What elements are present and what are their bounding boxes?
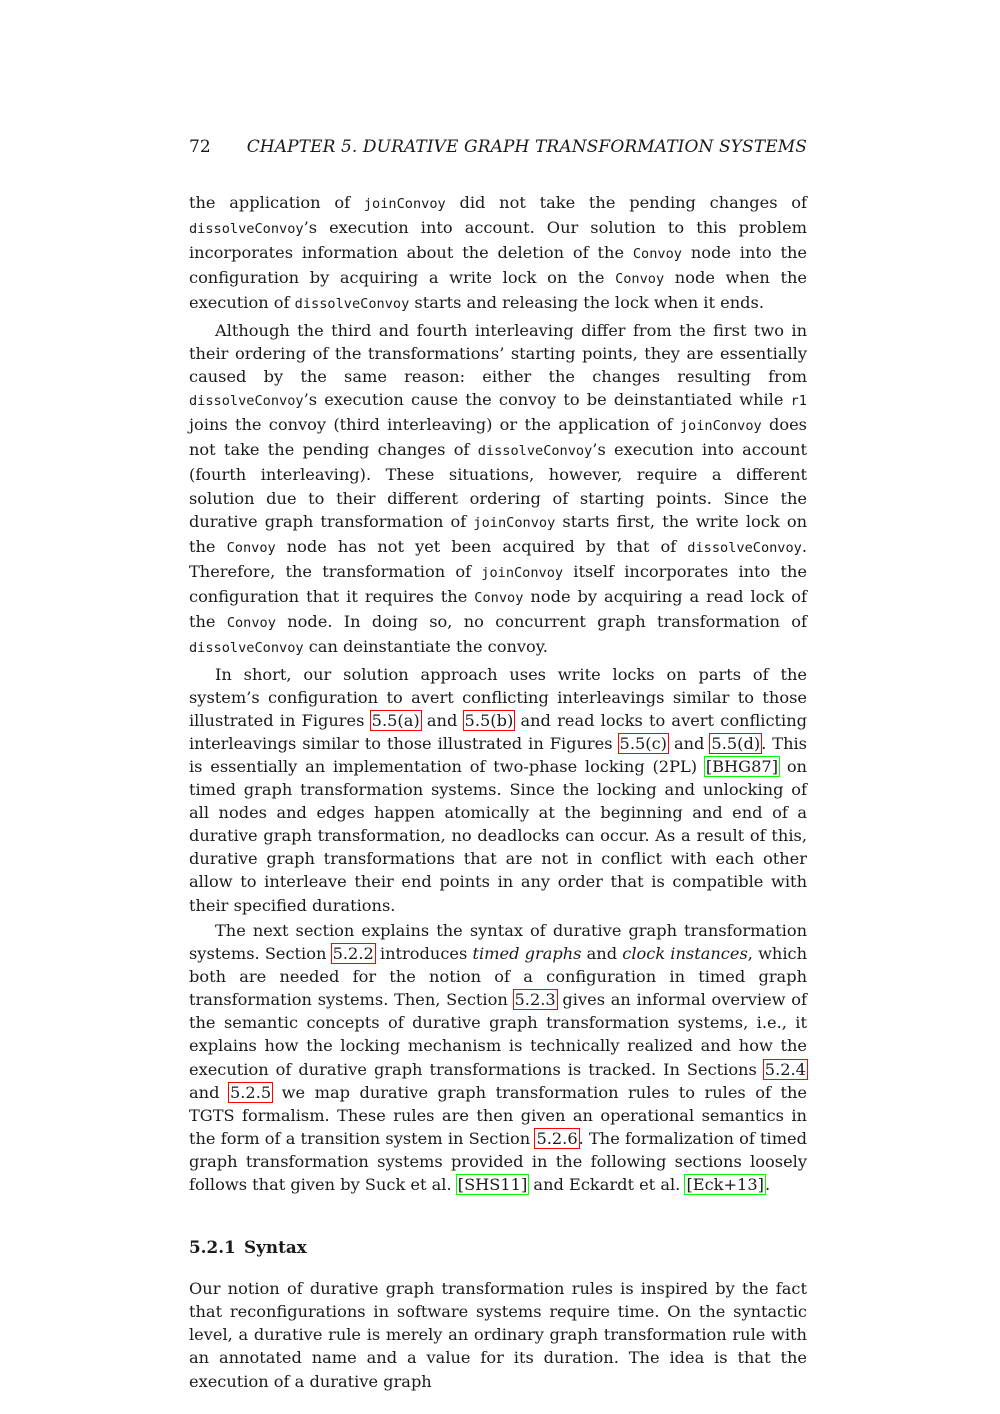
section-link-5-2-6[interactable]: 5.2.6 — [536, 1128, 578, 1148]
code-dissolveconvoy: dissolveConvoy — [294, 296, 410, 313]
subsection-heading — [189, 1236, 807, 1259]
code-r1: r1 — [790, 393, 807, 410]
code-convoy: Convoy — [615, 271, 665, 288]
code-convoy: Convoy — [474, 589, 524, 606]
code-joinconvoy: joinConvoy — [481, 564, 564, 581]
section-link-5-2-3[interactable]: 5.2.3 — [514, 990, 556, 1010]
citation-link-shs11[interactable]: [SHS11] — [457, 1175, 528, 1195]
figure-link-5-5c[interactable]: 5.5(c) — [619, 733, 667, 753]
citation-link-eck13[interactable]: [Eck+13] — [686, 1175, 764, 1195]
section-link-5-2-4[interactable]: 5.2.4 — [764, 1059, 806, 1079]
subsection-title: Syntax — [244, 1237, 307, 1258]
figure-link-5-5b[interactable]: 5.5(b) — [464, 710, 514, 730]
term-clock-instances: clock instances — [622, 944, 748, 964]
paragraph-4: The next section explains the syntax of durative graph transformation systems. Section 5.2.2 introduces timed graphs and clock instances, which both are needed for the notion of a configuration in timed graph transformation systems. Then, Section 5.2.3 gives an informal overview of the semantic concepts of durative graph transformation systems, i.e., it explains how the locking mechanism is technically realized and how the execution of durative graph transformations is tracked. In Sections 5.2.4 and 5.2.5 we map durative graph transformation rules to rules of the TGTS formalism. These rules are then given an operational semantics in the form of a transition system in Section 5.2.6. The formalization of timed graph transformation systems provided in the following sections loosely follows that given by Suck et al. [SHS11] and Eckardt et al. [Eck+13]. — [189, 920, 808, 1195]
page-number: 72 — [189, 137, 211, 157]
body-text — [189, 191, 807, 1395]
term-timed-graphs: timed graphs — [472, 944, 582, 964]
paragraph-3: In short, our solution approach uses write locks on parts of the system’s configuration to avert conflicting interleavings similar to those illustrated in Figures 5.5(a) and 5.5(b) and read locks to avert conflicting interleavings similar to those illustrated in Figures 5.5(c) and 5.5(d). This is essentially an implementation of two-phase locking (2PL) [BHG87] on timed graph transformation systems. Since the locking and unlocking of all nodes and edges happen atomically at the beginning and end of a durative graph transformation, no deadlocks can occur. As a result of this, durative graph transformations that are not in conflict with each other allow to interleave their end points in any order that is compatible with their specified durations. — [189, 664, 807, 915]
section-link-5-2-2[interactable]: 5.2.2 — [332, 944, 374, 964]
code-dissolveconvoy: dissolveConvoy — [477, 443, 593, 460]
paragraph-1: the application of joinConvoy did not take the pending changes of dissolveConvoy’s execution into account. Our solution to this problem incorporates information about the deletion of the Convoy node into the configuration by acquiring a write lock on the Convoy node when the execution of dissolveConvoy starts and releasing the lock when it ends. — [189, 193, 808, 313]
subsection-number: 5.2.1 — [189, 1237, 236, 1258]
code-dissolveconvoy: dissolveConvoy — [189, 640, 304, 657]
paragraph-5: Our notion of durative graph transformation rules is inspired by the fact that reconfigurations in software systems require time. On the syntactic level, a durative rule is merely an ordinary graph transformation rule with an annotated name and a value for its duration. The idea is that the execution of a durative graph — [189, 1279, 807, 1391]
code-convoy: Convoy — [226, 539, 276, 556]
page-header — [189, 137, 807, 159]
code-joinconvoy: joinConvoy — [363, 196, 446, 212]
paragraph-2: Although the third and fourth interleaving differ from the first two in their ordering of the transformations’ starting points, they are essentially caused by the same reason: either the changes resulting from dissolveConvoy’s execution cause the convoy to be deinstantiated while r1 joins the convoy (third interleaving) or the application of joinConvoy does not take the pending changes of dissolveConvoy’s execution into account (fourth interleaving). These situations, however, require a different solution due to their different ordering of starting points. Since the durative graph transformation of joinConvoy starts first, the write lock on the Convoy node has not yet been acquired by that of dissolveConvoy. Therefore, the transformation of joinConvoy itself incorporates into the configuration that it requires the Convoy node by acquiring a read lock of the Convoy node. In doing so, no concurrent graph transformation of dissolveConvoy can deinstantiate the convoy. — [189, 320, 808, 657]
code-dissolveconvoy: dissolveConvoy — [189, 221, 304, 238]
figure-link-5-5d[interactable]: 5.5(d) — [711, 733, 761, 753]
code-convoy: Convoy — [632, 246, 682, 263]
figure-link-5-5a[interactable]: 5.5(a) — [371, 710, 420, 730]
code-joinconvoy: joinConvoy — [679, 418, 762, 435]
code-dissolveconvoy: dissolveConvoy — [189, 393, 304, 410]
citation-link-bhg87[interactable]: [BHG87] — [705, 756, 779, 776]
code-convoy: Convoy — [226, 614, 276, 631]
code-dissolveconvoy: dissolveConvoy — [687, 539, 802, 556]
section-link-5-2-5[interactable]: 5.2.5 — [229, 1082, 272, 1102]
running-head: CHAPTER 5. DURATIVE GRAPH TRANSFORMATION SYSTEMS — [246, 137, 807, 157]
code-joinconvoy: joinConvoy — [473, 514, 556, 531]
